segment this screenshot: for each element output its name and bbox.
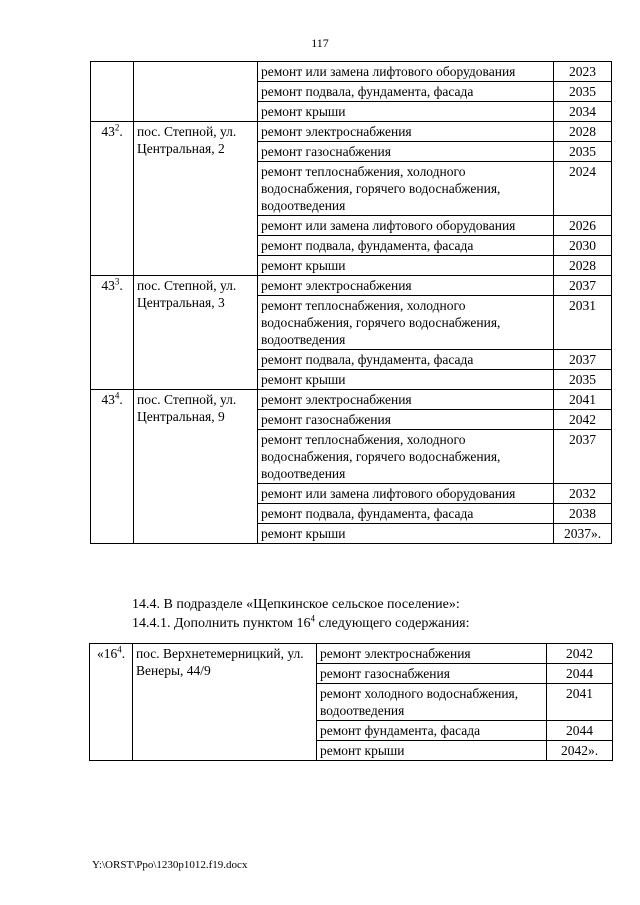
- work-type-cell: ремонт электроснабжения: [317, 644, 547, 664]
- work-type-cell: ремонт теплоснабжения, холодного водоснабжения, горячего водоснабжения, водоотведения: [258, 430, 554, 484]
- item-number-suffix: .: [119, 392, 123, 407]
- table-row: [91, 390, 612, 410]
- year-cell: 2030: [554, 236, 612, 256]
- year-cell: 2041: [554, 390, 612, 410]
- page-number: 117: [311, 36, 329, 50]
- year-cell: 2042: [554, 410, 612, 430]
- item-number-cell: [91, 122, 134, 276]
- work-type-cell: ремонт крыши: [258, 524, 554, 544]
- item-number-sup: 3: [114, 276, 120, 287]
- year-cell: 2035: [554, 370, 612, 390]
- address-cell: пос. Степной, ул. Центральная, 2: [134, 122, 258, 276]
- address-cell: пос. Степной, ул. Центральная, 3: [134, 276, 258, 390]
- year-cell: 2044: [547, 664, 613, 684]
- item-number: 43: [101, 278, 115, 293]
- added-item-table: [89, 643, 613, 761]
- work-type-cell: ремонт крыши: [258, 370, 554, 390]
- work-type-cell: ремонт подвала, фундамента, фасада: [258, 504, 554, 524]
- year-cell: 2026: [554, 216, 612, 236]
- year-cell: 2028: [554, 122, 612, 142]
- item-number-sup: 4: [114, 390, 120, 401]
- item-number-cell: [91, 390, 134, 544]
- year-cell: 2037: [554, 430, 612, 484]
- year-cell: 2028: [554, 256, 612, 276]
- item-number: 43: [101, 124, 115, 139]
- work-type-cell: ремонт крыши: [258, 256, 554, 276]
- work-type-cell: ремонт электроснабжения: [258, 276, 554, 296]
- paragraph-section-header: 14.4. В подразделе «Щепкинское сельское поселение»:: [132, 597, 460, 612]
- year-cell: 2037».: [554, 524, 612, 544]
- table-row: [91, 62, 612, 82]
- work-type-cell: ремонт крыши: [258, 102, 554, 122]
- work-type-cell: ремонт или замена лифтового оборудования: [258, 484, 554, 504]
- work-type-cell: ремонт газоснабжения: [258, 142, 554, 162]
- year-cell: 2044: [547, 721, 613, 741]
- year-cell: 2035: [554, 142, 612, 162]
- work-type-cell: ремонт или замена лифтового оборудования: [258, 216, 554, 236]
- repair-schedule-body: [91, 62, 612, 544]
- repair-schedule-table: [90, 61, 612, 544]
- year-cell: 2032: [554, 484, 612, 504]
- paragraph-add-item-after: следующего содержания:: [314, 616, 470, 631]
- item-number: 43: [101, 392, 115, 407]
- work-type-cell: ремонт подвала, фундамента, фасада: [258, 236, 554, 256]
- year-cell: 2038: [554, 504, 612, 524]
- year-cell: 2024: [554, 162, 612, 216]
- work-type-cell: ремонт крыши: [317, 741, 547, 761]
- item-number-cell: [91, 62, 134, 122]
- year-cell: 2042».: [547, 741, 613, 761]
- work-type-cell: ремонт теплоснабжения, холодного водоснабжения, горячего водоснабжения, водоотведения: [258, 162, 554, 216]
- year-cell: 2037: [554, 350, 612, 370]
- year-cell: 2034: [554, 102, 612, 122]
- table-row: [91, 122, 612, 142]
- work-type-cell: ремонт или замена лифтового оборудования: [258, 62, 554, 82]
- address-cell: [134, 62, 258, 122]
- address-cell: пос. Степной, ул. Центральная, 9: [134, 390, 258, 544]
- added-item-body: [90, 644, 613, 761]
- year-cell: 2041: [547, 684, 613, 721]
- work-type-cell: ремонт холодного водоснабжения, водоотведения: [317, 684, 547, 721]
- item-number-sup: 2: [114, 122, 120, 133]
- year-cell: 2031: [554, 296, 612, 350]
- work-type-cell: ремонт фундамента, фасада: [317, 721, 547, 741]
- work-type-cell: ремонт электроснабжения: [258, 122, 554, 142]
- year-cell: 2023: [554, 62, 612, 82]
- item-number-cell: [90, 644, 133, 761]
- item-number: «16: [96, 646, 118, 661]
- item-number-sup: 4: [117, 644, 122, 655]
- file-path-footer: Y:\ORST\Ppo\1230p1012.f19.docx: [92, 859, 248, 871]
- work-type-cell: ремонт газоснабжения: [317, 664, 547, 684]
- item-number-suffix: .: [119, 278, 123, 293]
- work-type-cell: ремонт электроснабжения: [258, 390, 554, 410]
- paragraph-add-item-before: 14.4.1. Дополнить пунктом 16: [132, 616, 311, 631]
- year-cell: 2037: [554, 276, 612, 296]
- address-cell: пос. Верхнетемерницкий, ул. Венеры, 44/9: [133, 644, 317, 761]
- paragraph-add-item-sup: 4: [310, 613, 315, 624]
- paragraph-add-item: [132, 615, 470, 633]
- item-number-suffix: .: [121, 646, 126, 661]
- item-number-cell: [91, 276, 134, 390]
- work-type-cell: ремонт теплоснабжения, холодного водоснабжения, горячего водоснабжения, водоотведения: [258, 296, 554, 350]
- year-cell: 2042: [547, 644, 613, 664]
- year-cell: 2035: [554, 82, 612, 102]
- work-type-cell: ремонт подвала, фундамента, фасада: [258, 82, 554, 102]
- table-row: [90, 644, 613, 664]
- work-type-cell: ремонт подвала, фундамента, фасада: [258, 350, 554, 370]
- work-type-cell: ремонт газоснабжения: [258, 410, 554, 430]
- table-row: [91, 276, 612, 296]
- item-number-suffix: .: [119, 124, 123, 139]
